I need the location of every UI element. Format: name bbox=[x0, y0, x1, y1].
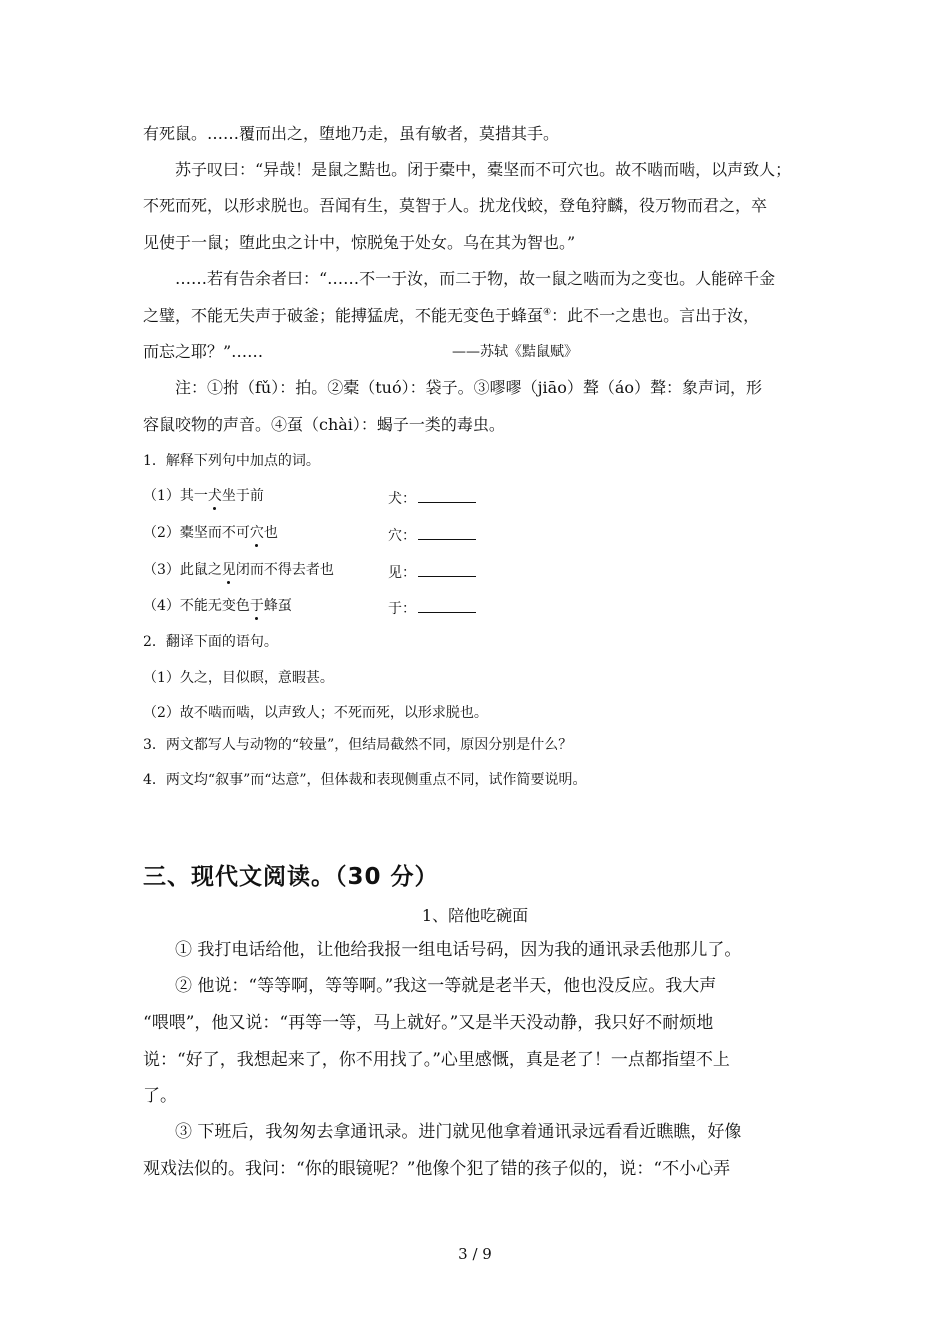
q1-answer-2[interactable] bbox=[388, 525, 476, 545]
q1-item-1-dot: 犬 bbox=[207, 488, 222, 504]
section3-heading: 三、现代文阅读。（30 分） bbox=[143, 864, 439, 890]
q1-answer-3[interactable] bbox=[388, 562, 476, 582]
q1-item-4 bbox=[143, 598, 292, 615]
q1-item-3-post: 闭而不得去者也 bbox=[235, 562, 334, 578]
q1-item-1-pre: （1）其一 bbox=[143, 488, 208, 504]
q1-item-4-dot: 于 bbox=[249, 598, 264, 614]
article-line-6: ③ 下班后，我匆匆去拿通讯录。进门就见他拿着通讯录远看看近瞧瞧，好像 bbox=[175, 1122, 742, 1142]
q1-item-2-pre: （2）橐坚而不可 bbox=[143, 525, 250, 541]
q4: 4．两文均“叙事”而“达意”，但体裁和表现侧重点不同，试作简要说明。 bbox=[143, 772, 587, 788]
article-line-1: ① 我打电话给他，让他给我报一组电话号码，因为我的通讯录丢他那儿了。 bbox=[175, 940, 742, 960]
q1-answer-1-label: 犬： bbox=[388, 491, 416, 507]
article-title: 1、陪他吃碗面 bbox=[421, 906, 529, 925]
classical-line-5: ……若有告余者曰：“……不一于汝，而二于物，故一鼠之啮而为之变也。人能碎千金 bbox=[175, 269, 776, 288]
q1-item-4-pre: （4）不能无变色 bbox=[143, 598, 250, 614]
q1-item-4-post: 蜂虿 bbox=[263, 598, 292, 614]
classical-line-1: 有死鼠。……覆而出之，堕地乃走，虽有敏者，莫措其手。 bbox=[143, 124, 560, 143]
q1-item-3 bbox=[143, 562, 334, 579]
q1-item-2-dot: 穴 bbox=[249, 525, 264, 541]
footnote-marker: ④ bbox=[543, 307, 552, 318]
notes-line-1: 注：①拊（fǔ）：拍。②橐（tuó）：袋子。③嘐嘐（jiāo）聱（áo）聱：象声词，形 bbox=[175, 378, 763, 397]
page-number: 3 / 9 bbox=[458, 1245, 492, 1263]
article-line-5: 了。 bbox=[143, 1086, 177, 1106]
answer-blank[interactable] bbox=[418, 488, 476, 503]
q1-item-2 bbox=[143, 525, 278, 542]
q2-item-2: （2）故不啮而啮，以声致人；不死而死，以形求脱也。 bbox=[143, 705, 488, 721]
q1-item-1 bbox=[143, 488, 264, 505]
q1-item-3-pre: （3）此鼠之 bbox=[143, 562, 222, 578]
q1-item-2-post: 也 bbox=[263, 525, 278, 541]
article-line-3: “喂喂”，他又说：“再等一等，马上就好。”又是半天没动静，我只好不耐烦地 bbox=[143, 1013, 714, 1033]
q1-answer-4-label: 于： bbox=[388, 601, 416, 617]
q1-title: 1．解释下列句中加点的词。 bbox=[143, 453, 320, 469]
q1-answer-3-label: 见： bbox=[388, 565, 416, 581]
answer-blank[interactable] bbox=[418, 525, 476, 540]
q1-item-1-post: 坐于前 bbox=[221, 488, 264, 504]
q1-answer-2-label: 穴： bbox=[388, 528, 416, 544]
classical-line-4: 见使于一鼠；堕此虫之计中，惊脱兔于处女。乌在其为智也。” bbox=[143, 233, 576, 252]
q1-answer-4[interactable] bbox=[388, 598, 476, 618]
source-attribution: ——苏轼《黠鼠赋》 bbox=[452, 344, 578, 360]
article-line-7: 观戏法似的。我问：“你的眼镜呢？”他像个犯了错的孩子似的，说：“不小心弄 bbox=[143, 1159, 731, 1179]
answer-blank[interactable] bbox=[418, 598, 476, 613]
notes-line-2: 容鼠咬物的声音。④虿（chài）：蝎子一类的毒虫。 bbox=[143, 415, 505, 434]
classical-line-7: 而忘之耶？”…… bbox=[143, 342, 264, 361]
q1-item-3-dot: 见 bbox=[221, 562, 236, 578]
classical-line-6 bbox=[143, 306, 759, 325]
classical-line-2: 苏子叹曰：“异哉！是鼠之黠也。闭于橐中，橐坚而不可穴也。故不啮而啮，以声致人； bbox=[175, 160, 792, 179]
q2-title: 2．翻译下面的语句。 bbox=[143, 634, 278, 650]
article-line-2: ② 他说：“等等啊，等等啊。”我这一等就是老半天，他也没反应。我大声 bbox=[175, 976, 717, 996]
q2-item-1: （1）久之，目似瞑，意暇甚。 bbox=[143, 670, 334, 686]
q1-answer-1[interactable] bbox=[388, 488, 476, 508]
classical-line-6-text: 之璧，不能无失声于破釜；能搏猛虎，不能无变色于蜂虿 bbox=[143, 306, 544, 325]
q3: 3．两文都写人与动物的“较量”，但结局截然不同，原因分别是什么？ bbox=[143, 737, 573, 753]
answer-blank[interactable] bbox=[418, 562, 476, 577]
classical-line-3: 不死而死，以形求脱也。吾闻有生，莫智于人。扰龙伐蛟，登龟狩麟，役万物而君之，卒 bbox=[143, 196, 768, 215]
article-line-4: 说：“好了，我想起来了，你不用找了。”心里感慨，真是老了！一点都指望不上 bbox=[143, 1050, 730, 1070]
classical-line-6-tail: ：此不一之患也。言出于汝， bbox=[551, 306, 760, 325]
